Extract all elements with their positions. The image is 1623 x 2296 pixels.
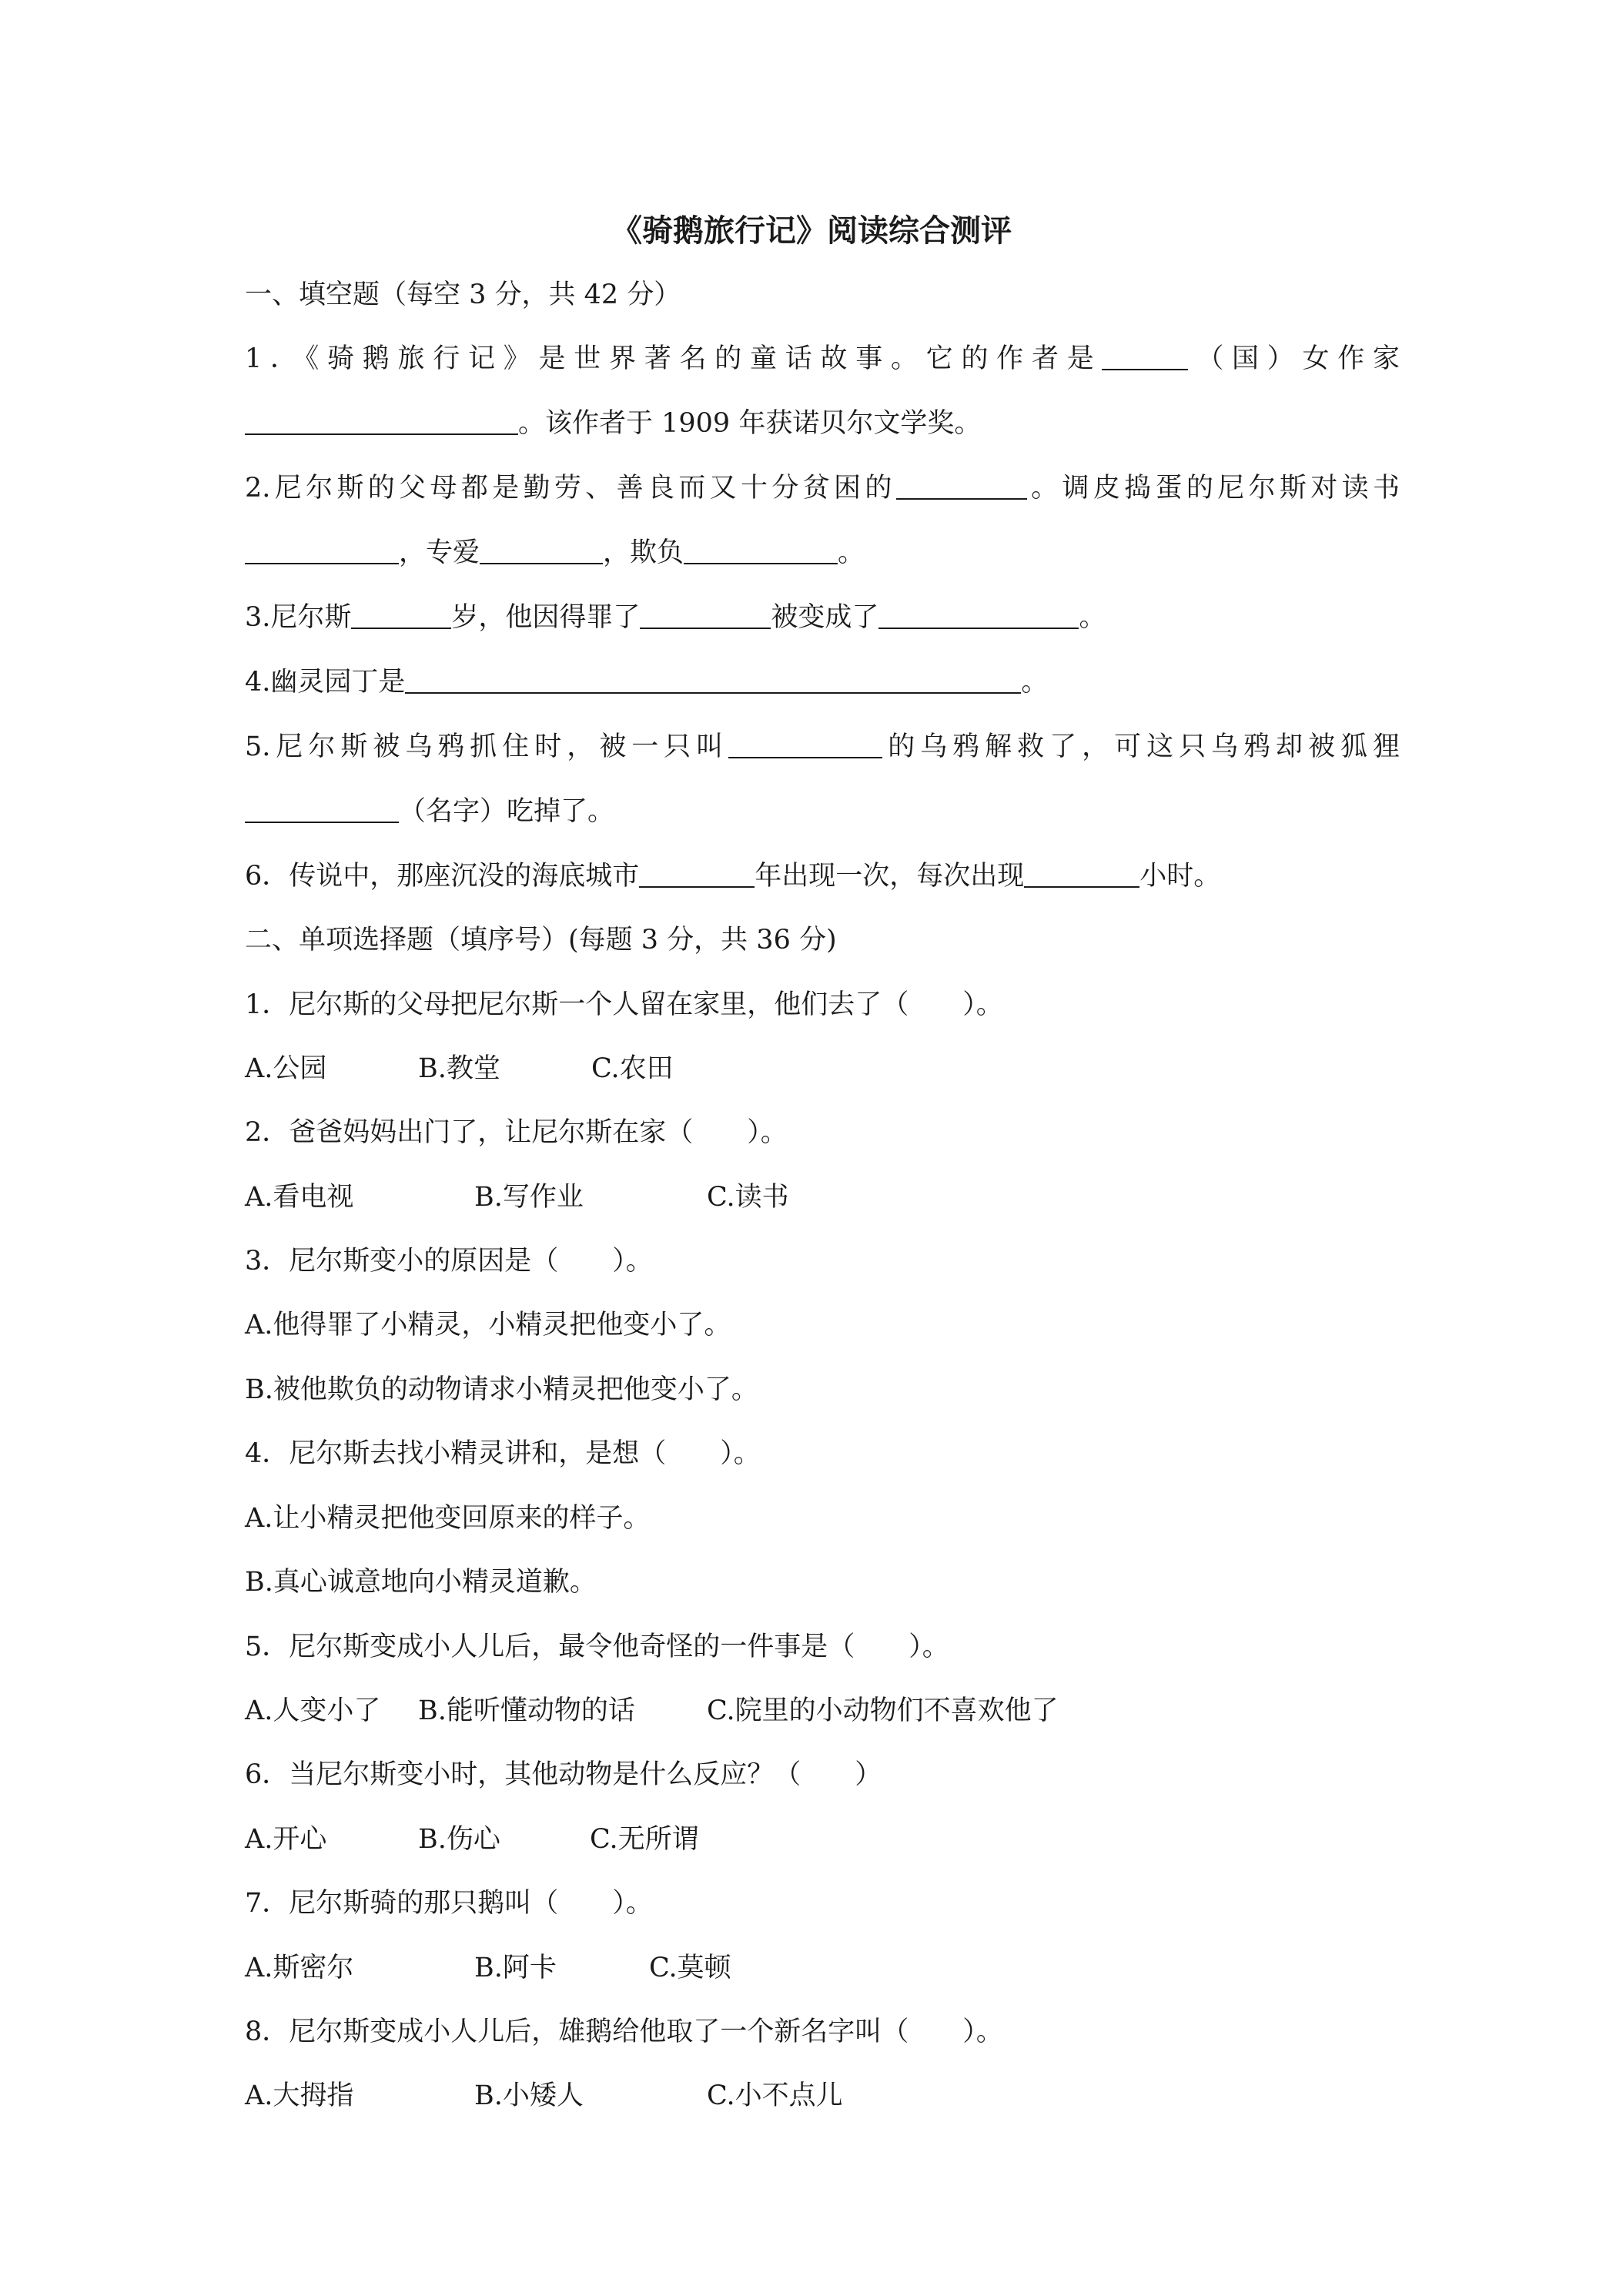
option-a[interactable]: A.公园: [245, 1053, 327, 1084]
q5-blank-fox[interactable]: [245, 794, 399, 823]
option-b[interactable]: B.写作业: [474, 1182, 584, 1213]
q6-text-b: 年出现一次，每次出现: [755, 861, 1025, 892]
q1-blank-country[interactable]: [1102, 341, 1188, 370]
q2-blank-2[interactable]: [245, 535, 399, 564]
q1-line-1: [245, 337, 1400, 380]
q6-text-a: 6．传说中，那座沉没的海底城市: [245, 861, 640, 892]
mc-q2-stem: 2．爸爸妈妈出门了，让尼尔斯在家（ ）。: [245, 1117, 788, 1148]
option-c[interactable]: C.莫顿: [649, 1953, 731, 1983]
option-b[interactable]: B.伤心: [418, 1824, 500, 1855]
option-c[interactable]: C.读书: [707, 1182, 789, 1213]
q6-blank-years[interactable]: [639, 858, 755, 888]
q3-text-a: 3.尼尔斯: [245, 602, 352, 633]
page-title: 《骑鹅旅行记》阅读综合测评: [611, 213, 1012, 249]
q2-blank-1[interactable]: [896, 470, 1027, 500]
q5-line-2: [245, 790, 1400, 833]
mc-q3-option-a[interactable]: A.他得罪了小精灵，小精灵把他变小了。: [245, 1310, 731, 1340]
mc-q5-stem: 5．尼尔斯变成小人儿后，最令他奇怪的一件事是（ ）。: [245, 1632, 949, 1662]
option-c[interactable]: C.农田: [591, 1053, 674, 1084]
mc-q4-stem: 4．尼尔斯去找小精灵讲和，是想（ ）。: [245, 1438, 761, 1469]
q3-blank-age[interactable]: [351, 600, 451, 629]
q2-text-c: ，专爱: [399, 537, 480, 568]
q1-blank-author[interactable]: [245, 406, 518, 435]
option-a[interactable]: A.大拇指: [245, 2080, 354, 2111]
q2-blank-3[interactable]: [480, 535, 603, 564]
q6-line: [245, 855, 1400, 898]
q4-blank[interactable]: [405, 664, 1021, 694]
q2-text-d: ，欺负: [603, 537, 684, 568]
option-a[interactable]: A.开心: [245, 1824, 327, 1855]
mc-q8-stem: 8．尼尔斯变成小人儿后，雄鹅给他取了一个新名字叫（ ）。: [245, 2017, 1003, 2047]
q4-text-a: 4.幽灵园丁是: [245, 667, 406, 698]
q5-text-c: （名字）吃掉了。: [399, 796, 615, 827]
q4-text-b: 。: [1021, 667, 1049, 698]
q3-blank-became[interactable]: [878, 600, 1079, 629]
q1-text-a: 1．《骑鹅旅行记》是世界著名的童话故事。它的作者是: [245, 343, 1103, 374]
option-c[interactable]: C.院里的小动物们不喜欢他了: [707, 1695, 1059, 1726]
q2-text-a: 2.尼尔斯的父母都是勤劳、善良而又十分贫困的: [245, 473, 896, 504]
q2-line-1: [245, 467, 1400, 510]
section-1-heading: 一、填空题（每空 3 分，共 42 分）: [245, 279, 681, 310]
q5-text-b: 的乌鸦解救了，可这只乌鸦却被狐狸: [882, 731, 1400, 762]
option-b[interactable]: B.阿卡: [474, 1953, 557, 1983]
option-b[interactable]: B.教堂: [418, 1053, 500, 1084]
mc-q3-option-b[interactable]: B.被他欺负的动物请求小精灵把他变小了。: [245, 1374, 758, 1405]
option-a[interactable]: A.看电视: [245, 1182, 354, 1213]
q2-text-b: 。调皮捣蛋的尼尔斯对读书: [1026, 473, 1400, 504]
q2-text-e: 。: [838, 537, 865, 568]
q3-text-b: 岁，他因得罪了: [451, 602, 641, 633]
mc-q4-option-a[interactable]: A.让小精灵把他变回原来的样子。: [245, 1503, 651, 1534]
option-c[interactable]: C.小不点儿: [707, 2080, 843, 2111]
mc-q7-stem: 7．尼尔斯骑的那只鹅叫（ ）。: [245, 1888, 653, 1919]
q4-line: [245, 661, 1400, 704]
q1-text-c: 。该作者于 1909 年获诺贝尔文学奖。: [518, 408, 982, 439]
q6-blank-hours[interactable]: [1024, 858, 1139, 888]
q5-blank-crow[interactable]: [728, 729, 882, 758]
q3-blank-offended[interactable]: [640, 600, 771, 629]
q3-text-d: 。: [1079, 602, 1106, 633]
q6-text-c: 小时。: [1139, 861, 1221, 892]
option-c[interactable]: C.无所谓: [590, 1824, 699, 1855]
q5-line-1: [245, 725, 1400, 768]
option-b[interactable]: B.小矮人: [474, 2080, 584, 2111]
q2-line-2: [245, 531, 1400, 574]
mc-q4-option-b[interactable]: B.真心诚意地向小精灵道歉。: [245, 1567, 597, 1598]
mc-q3-stem: 3．尼尔斯变小的原因是（ ）。: [245, 1246, 653, 1277]
mc-q1-stem: 1．尼尔斯的父母把尼尔斯一个人留在家里，他们去了（ ）。: [245, 989, 1003, 1020]
q2-blank-4[interactable]: [684, 535, 838, 564]
mc-q6-stem: 6．当尼尔斯变小时，其他动物是什么反应？（ ）: [245, 1759, 882, 1790]
option-b[interactable]: B.能听懂动物的话: [418, 1695, 635, 1726]
q5-text-a: 5.尼尔斯被乌鸦抓住时，被一只叫: [245, 731, 729, 762]
q1-text-b: （国）女作家: [1188, 343, 1400, 374]
q1-line-2: [245, 402, 1400, 445]
q3-line: [245, 596, 1400, 639]
section-2-heading: 二、单项选择题（填序号）(每题 3 分，共 36 分): [245, 925, 837, 956]
option-a[interactable]: A.人变小了: [245, 1695, 381, 1726]
option-a[interactable]: A.斯密尔: [245, 1953, 354, 1983]
q3-text-c: 被变成了: [771, 602, 879, 633]
